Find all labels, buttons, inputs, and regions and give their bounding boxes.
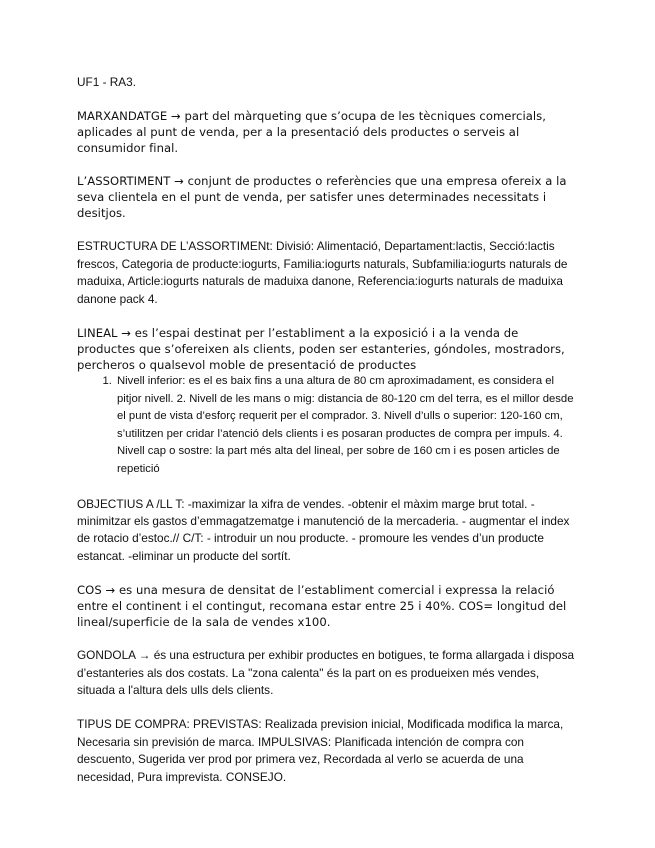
list-item: 1. Nivell inferior: es el es baix fins a una altura de 80 cm aproximadament, es considera el pitjor nivell. 2. Nivell de les mans o mig: distancia de 80-120 cm del terra, es el millor desde el punt de vista d’esforç requerit per el comprador. 3. Nivell d’ulls o superior: 120-160 cm, s’utilitzen per cridar l’atenció dels clients i es posaran productes de compra per impuls. 4. Nivell cap o sostre: la part més alta del lineal, per sobre de 160 cm i es posen articles de repetició: [115, 373, 577, 479]
doc-heading: UF1 - RA3.: [77, 75, 136, 89]
paragraph-tipus-compra: TIPUS DE COMPRA: PREVISTAS: Realizada prevision inicial, Modificada modifica la marca, Necesaria sin previsión de marca. IMPULSIVAS: Planificada intención de compra con descuento, Sugerida ver prod por primera vez, Recordada al verlo se acuerda de una necesidad, Pura imprevista. CONSEJO.: [77, 717, 564, 784]
paragraph-gondola: GONDOLA → és una estructura per exhibir productes en botigues, te forma allargada i disposa d’estanteries als dos costats. La "zona calenta" és la part on es produeixen més vendes, situada a l'altura dels ulls dels clients.: [77, 648, 575, 698]
paragraph-cos: COS → es una mesura de densitat de l’establiment comercial i expressa la relació entre el continent i el contingut, recomana estar entre 25 i 40%. COS= longitud del lineal/superficie de la sala de vendes x100.: [77, 583, 567, 630]
paragraph-marxandatge: MARXANDATGE → part del màrqueting que s’ocupa de les tècniques comercials, aplicades al punt de venda, per a la presentació dels productes o serveis al consumidor final.: [77, 109, 546, 156]
paragraph-assortiment: L’ASSORTIMENT → conjunt de productes o referències que una empresa ofereix a la seva clientela en el punt de venda, per satisfer unes determinades necessitats i desitjos.: [77, 174, 567, 221]
document-page: [77, 74, 577, 786]
lineal-levels-list: [77, 373, 577, 479]
paragraph-objectius: OBJECTIUS A /LL T: -maximizar la xifra de vendes. -obtenir el màxim marge brut total. -minimitzar els gastos d’emmagatzematge i manutenció de la mercaderia. - augmentar el index de rotacio d’estoc.// C/T: - introduir un nou producte. - promoure les vendes d’un producte estancat. -eliminar un producte del sortít.: [77, 496, 570, 563]
paragraph-lineal: LINEAL → es l’espai destinat per l’establiment a la exposició i a la venda de productes que s’ofereixen als clients, poden ser estanteries, góndoles, mostradors, percheros o qualsevol moble de presentació de productes: [77, 326, 565, 373]
paragraph-estructura: ESTRUCTURA DE L’ASSORTIMENt: Divisió: Alimentació, Departament:lactis, Secció:lactis frescos, Categoria de producte:iogurts, Familia:iogurts naturals, Subfamilia:iogurts naturals de maduixa, Article:iogurts naturals de maduixa danone, Referencia:iogurts naturals de maduixa danone pack 4.: [77, 239, 568, 306]
